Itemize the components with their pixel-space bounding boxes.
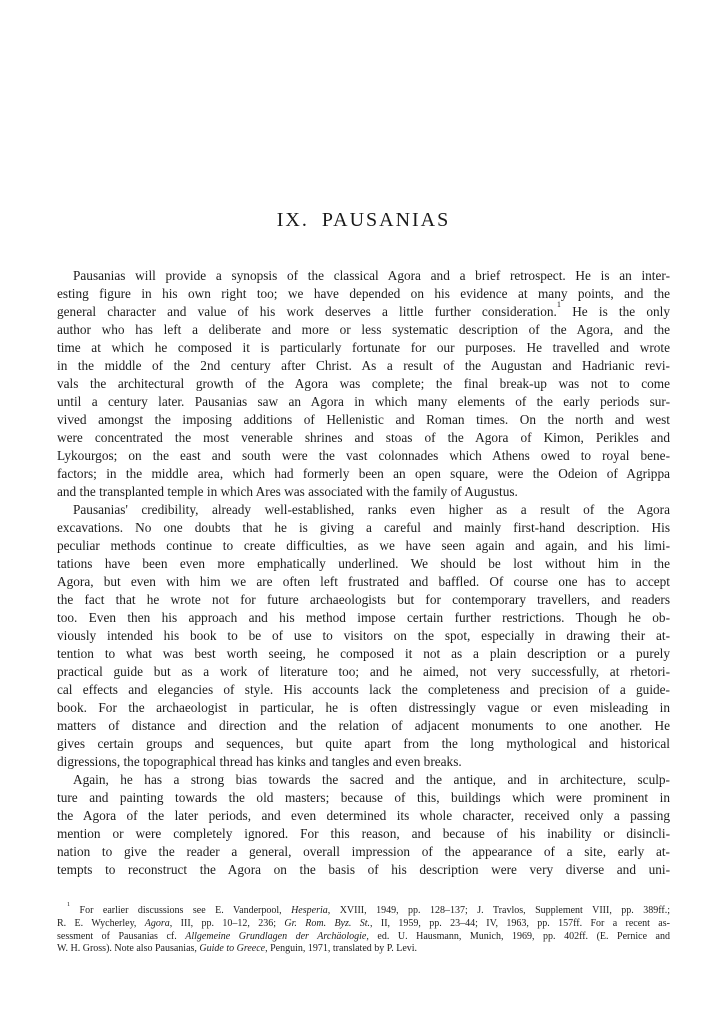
text-run: , XVIII, 1949, pp. 128–137; J. Travlos, Supplement VIII, pp. 389ff.; bbox=[327, 905, 670, 916]
text-run: W. H. Gross). Note also Pausanias, bbox=[57, 943, 200, 955]
text-run: Again, he has a strong bias towards the sacred and the antique, and in architecture, sculp- bbox=[73, 772, 670, 787]
text-run: excavations. No one doubts that he is giving a careful and mainly first-hand description. His bbox=[57, 520, 670, 535]
text-run: gives certain groups and sequences, but quite apart from the long mythological and historical bbox=[57, 736, 670, 751]
text-run: factors; in the middle area, which had formerly been an open square, were the Odeion of Agrippa bbox=[57, 466, 670, 481]
text-line bbox=[57, 537, 670, 555]
text-run: too. Even then his approach and his method impose certain further restrictions. Though he ob- bbox=[57, 610, 670, 625]
text-run: , Penguin, 1971, translated by P. Levi. bbox=[265, 943, 418, 955]
text-line bbox=[57, 825, 670, 843]
text-line bbox=[57, 299, 670, 321]
text-line bbox=[57, 681, 670, 699]
text-line bbox=[57, 753, 670, 771]
text-run: in the middle of the 2nd century after Christ. As a result of the Augustan and Hadrianic revi- bbox=[57, 358, 670, 373]
text-line bbox=[57, 483, 670, 501]
text-run: peculiar methods continue to create difficulties, as we have seen again and again, and his limi- bbox=[57, 538, 670, 553]
paragraph bbox=[57, 501, 670, 771]
text-line bbox=[57, 807, 670, 825]
text-line bbox=[57, 429, 670, 447]
text-run: book. For the archaeologist in particular, he is often distressingly vague or even misleading in bbox=[57, 700, 670, 715]
text-line bbox=[57, 900, 670, 918]
text-run: vals the architectural growth of the Agora was complete; the final break-up was not to come bbox=[57, 376, 670, 391]
text-line bbox=[57, 339, 670, 357]
text-line bbox=[57, 411, 670, 429]
text-run: vived amongst the imposing additions of Hellenistic and Roman times. On the north and west bbox=[57, 412, 670, 427]
text-run: and the transplanted temple in which Ares was associated with the family of Augustus. bbox=[57, 484, 518, 499]
text-line bbox=[57, 699, 670, 717]
text-run: , III, pp. 10–12, 236; bbox=[169, 917, 285, 929]
italic-text: Gr. Rom. Byz. St. bbox=[284, 917, 371, 929]
footnote-reference: 1 bbox=[67, 900, 71, 908]
text-run: Agora, but even with him we are often left frustrated and baffled. Of course one has to accept bbox=[57, 574, 670, 589]
text-run: author who has left a deliberate and more or less systematic description of the Agora, and the bbox=[57, 322, 670, 337]
text-run: the Agora of the later periods, and even determined its whole character, received only a passing bbox=[57, 808, 670, 823]
text-run: tention to what was best worth seeing, he composed it not as a plain description or a purely bbox=[57, 646, 670, 661]
text-run: until a century later. Pausanias saw an Agora in which many elements of the early periods sur- bbox=[57, 394, 670, 409]
italic-text: Hesperia bbox=[291, 905, 328, 916]
text-line bbox=[57, 375, 670, 393]
text-run: Pausanias will provide a synopsis of the classical Agora and a brief retrospect. He is an inter- bbox=[73, 268, 670, 283]
text-line bbox=[57, 501, 670, 519]
text-run: general character and value of his work deserves a little further consideration. bbox=[57, 304, 557, 319]
text-line bbox=[57, 393, 670, 411]
text-run: tempts to reconstruct the Agora on the basis of his description were very diverse and uni- bbox=[57, 862, 670, 877]
text-line bbox=[57, 285, 670, 303]
italic-text: Agora bbox=[144, 917, 170, 929]
text-line bbox=[57, 591, 670, 609]
text-line bbox=[57, 627, 670, 645]
text-line bbox=[57, 465, 670, 483]
text-line bbox=[57, 447, 670, 465]
text-run: He is the only bbox=[561, 304, 670, 319]
body-text bbox=[57, 267, 670, 879]
footnote bbox=[57, 900, 670, 956]
text-run: , II, 1959, pp. 23–44; IV, 1963, pp. 157ff. For a recent as- bbox=[370, 917, 670, 929]
text-line bbox=[57, 931, 670, 944]
text-line bbox=[57, 321, 670, 339]
paragraph bbox=[57, 771, 670, 879]
text-run: were concentrated the most venerable shrines and stoas of the Agora of Kimon, Perikles and bbox=[57, 430, 670, 445]
paragraph bbox=[57, 267, 670, 501]
text-run: practical guide but as a work of literature too; and he aimed, not very successfully, at rhetori- bbox=[57, 664, 670, 679]
text-run: matters of distance and direction and the relation of adjacent monuments to one another. He bbox=[57, 718, 670, 733]
footnote-reference: 1 bbox=[556, 299, 562, 309]
text-run: ture and painting towards the old masters; because of this, buildings which were prominent in bbox=[57, 790, 670, 805]
page-title: IX. PAUSANIAS bbox=[276, 209, 451, 231]
text-line bbox=[57, 555, 670, 573]
text-line bbox=[57, 609, 670, 627]
text-line bbox=[57, 943, 670, 956]
text-line bbox=[57, 789, 670, 807]
text-line bbox=[57, 645, 670, 663]
text-line bbox=[57, 717, 670, 735]
text-run: the fact that he wrote not for future archaeologists but for contemporary travellers, and readers bbox=[57, 592, 670, 607]
text-run: viously intended his book to be of use to visitors on the spot, especially in drawing their at- bbox=[57, 628, 670, 643]
text-line bbox=[57, 861, 670, 879]
text-line bbox=[57, 918, 670, 931]
text-line bbox=[57, 663, 670, 681]
text-line bbox=[57, 573, 670, 591]
text-line bbox=[57, 735, 670, 753]
text-run: cal effects and elegancies of style. His accounts lack the completeness and precision of a guide- bbox=[57, 682, 670, 697]
italic-text: Guide to Greece bbox=[199, 943, 266, 955]
text-run: sessment of Pausanias cf. bbox=[57, 930, 186, 942]
italic-text: Allgemeine Grundlagen der Archäologie bbox=[185, 930, 367, 942]
text-run: R. E. Wycherley, bbox=[57, 917, 145, 929]
text-run: nation to give the reader a general, overall impression of the appearance of a site, early at- bbox=[57, 844, 670, 859]
text-line bbox=[57, 267, 670, 285]
text-line bbox=[57, 843, 670, 861]
text-run: mention or were completely ignored. For this reason, and because of his inability or disincli- bbox=[57, 826, 670, 841]
text-run: For earlier discussions see E. Vanderpool, bbox=[70, 905, 292, 916]
text-run: time at which he composed it is particularly fortunate for our purposes. He travelled and wrote bbox=[57, 340, 670, 355]
text-run: , ed. U. Hausmann, Munich, 1969, pp. 402ff. (E. Pernice and bbox=[366, 930, 670, 942]
text-run: esting figure in his own right too; we have depended on his evidence at many points, and the bbox=[57, 286, 670, 301]
text-line bbox=[57, 519, 670, 537]
text-run: Pausanias' credibility, already well-established, ranks even higher as a result of the Agora bbox=[73, 502, 670, 517]
text-run: tations have been even more emphatically underlined. We should be lost without him in the bbox=[57, 556, 670, 571]
text-line bbox=[57, 771, 670, 789]
text-run: digressions, the topographical thread has kinks and tangles and even breaks. bbox=[57, 754, 462, 769]
text-line bbox=[57, 357, 670, 375]
text-run: Lykourgos; on the east and south were the vast colonnades which Athens owed to royal bene- bbox=[57, 448, 670, 463]
